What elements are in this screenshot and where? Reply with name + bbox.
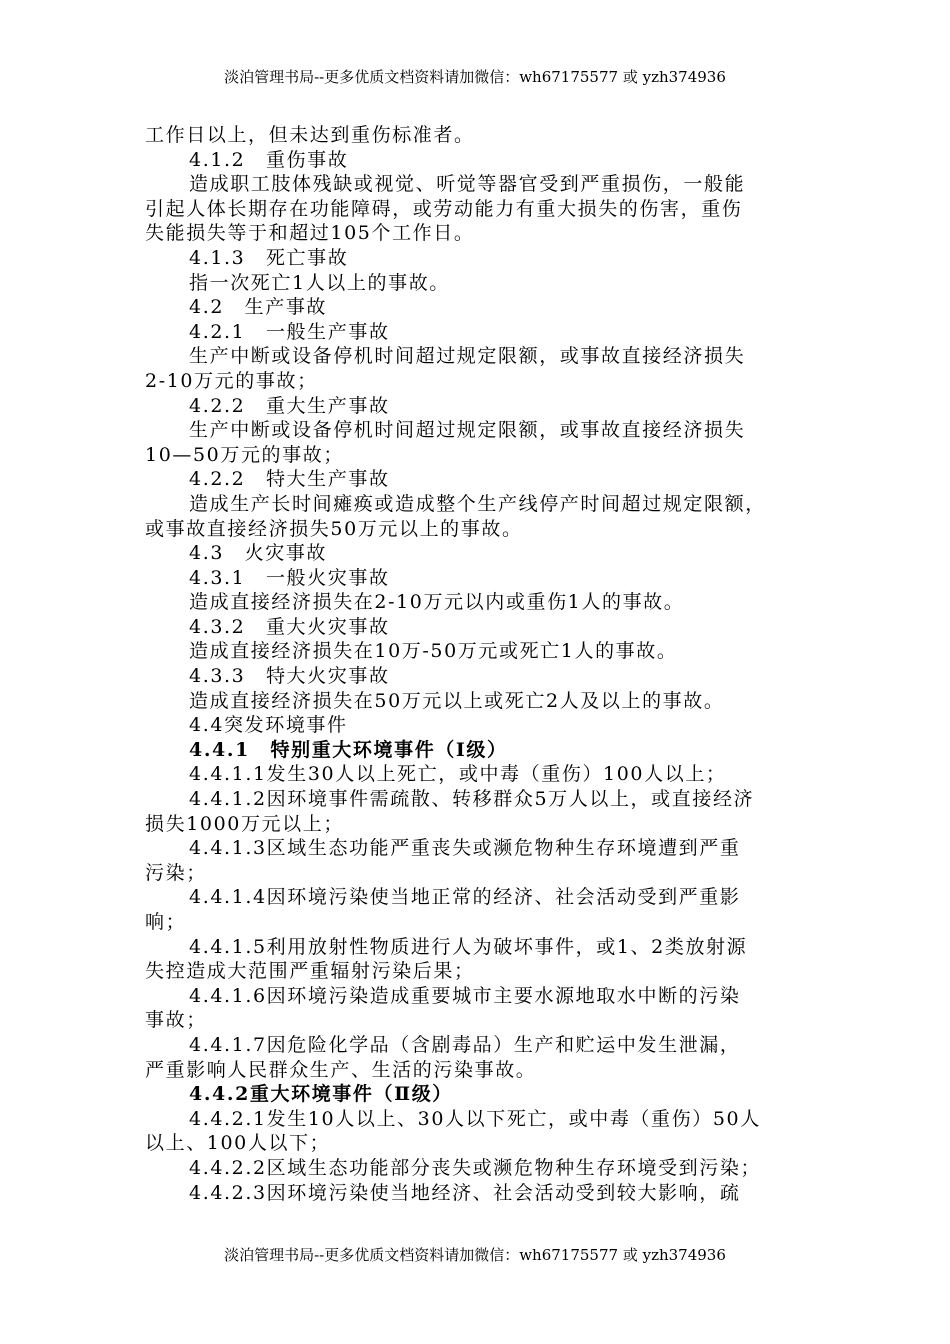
text-line: 4.2.2 特大生产事故 bbox=[189, 468, 390, 491]
text-line: 或事故直接经济损失50万元以上的事故。 bbox=[145, 517, 523, 540]
text-line: 4.3.1 一般火灾事故 bbox=[189, 566, 390, 589]
text-line: 4.3.2 重大火灾事故 bbox=[189, 615, 390, 638]
text-line: 4.4.1.1发生30人以上死亡，或中毒（重伤）100人以上； bbox=[189, 763, 727, 786]
text-line: 4.3.3 特大火灾事故 bbox=[189, 665, 390, 688]
text-line: 4.3 火灾事故 bbox=[189, 542, 328, 565]
text-line: 造成职工肢体残缺或视觉、听觉等器官受到严重损伤，一般能 bbox=[189, 173, 746, 196]
text-line: 失控造成大范围严重辐射污染后果； bbox=[145, 960, 475, 983]
text-line: 污染； bbox=[145, 861, 207, 884]
text-line: 引起人体长期存在功能障碍，或劳动能力有重大损失的伤害，重伤 bbox=[145, 197, 743, 220]
text-line: 造成生产长时间瘫痪或造成整个生产线停产时间超过规定限额， bbox=[189, 492, 766, 515]
text-line: 4.4突发环境事件 bbox=[189, 714, 348, 737]
text-line: 4.4.1.7因危险化学品（含剧毒品）生产和贮运中发生泄漏， bbox=[189, 1033, 741, 1056]
text-line: 以上、100人以下； bbox=[145, 1132, 331, 1155]
text-line: 生产中断或设备停机时间超过规定限额，或事故直接经济损失 bbox=[189, 345, 746, 368]
page-header: 淡泊管理书局--更多优质文档资料请加微信：wh67175577 或 yzh374936 bbox=[224, 68, 726, 86]
text-line: 4.2 生产事故 bbox=[189, 296, 328, 319]
text-line: 事故； bbox=[145, 1009, 207, 1032]
text-line: 造成直接经济损失在10万-50万元或死亡1人的事故。 bbox=[189, 640, 678, 663]
text-line: 4.4.1.5利用放射性物质进行人为破坏事件，或1、2类放射源 bbox=[189, 935, 748, 958]
text-line: 10—50万元的事故； bbox=[145, 443, 344, 466]
text-line: 工作日以上，但未达到重伤标准者。 bbox=[145, 124, 475, 146]
text-line: 2-10万元的事故； bbox=[145, 369, 318, 392]
text-line: 4.4.1.2因环境事件需疏散、转移群众5万人以上，或直接经济 bbox=[189, 788, 755, 811]
text-line: 4.2.1 一般生产事故 bbox=[189, 320, 390, 343]
text-line: 4.4.2.3因环境污染使当地经济、社会活动受到较大影响，疏 bbox=[189, 1181, 741, 1204]
text-line: 4.4.1.3区域生态功能严重丧失或濒危物种生存环境遭到严重 bbox=[189, 837, 741, 860]
text-line: 4.4.2.1发生10人以上、30人以下死亡，或中毒（重伤）50人 bbox=[189, 1107, 761, 1130]
text-line: 生产中断或设备停机时间超过规定限额，或事故直接经济损失 bbox=[189, 419, 746, 442]
text-line: 4.1.2 重伤事故 bbox=[189, 148, 349, 171]
document-body bbox=[145, 123, 815, 1205]
section-heading: 4.4.1 特别重大环境事件（Ⅰ级） bbox=[189, 738, 508, 761]
text-line: 严重影响人民群众生产、生活的污染事故。 bbox=[145, 1058, 537, 1081]
text-line: 4.2.2 重大生产事故 bbox=[189, 394, 390, 417]
text-line: 失能损失等于和超过105个工作日。 bbox=[145, 222, 475, 245]
text-line: 4.1.3 死亡事故 bbox=[189, 246, 349, 269]
section-heading: 4.4.2重大环境事件（Ⅱ级） bbox=[189, 1083, 453, 1106]
text-line: 造成直接经济损失在2-10万元以内或重伤1人的事故。 bbox=[189, 591, 685, 614]
text-line: 4.4.2.2区域生态功能部分丧失或濒危物种生存环境受到污染； bbox=[189, 1156, 762, 1179]
text-line: 指一次死亡1人以上的事故。 bbox=[189, 271, 450, 294]
page-footer: 淡泊管理书局--更多优质文档资料请加微信：wh67175577 或 yzh374936 bbox=[224, 1246, 726, 1264]
text-line: 损失1000万元以上； bbox=[145, 812, 344, 835]
text-line: 造成直接经济损失在50万元以上或死亡2人及以上的事故。 bbox=[189, 689, 725, 712]
text-line: 响； bbox=[145, 911, 187, 933]
text-line: 4.4.1.4因环境污染使当地正常的经济、社会活动受到严重影 bbox=[189, 886, 741, 909]
text-line: 4.4.1.6因环境污染造成重要城市主要水源地取水中断的污染 bbox=[189, 984, 741, 1007]
